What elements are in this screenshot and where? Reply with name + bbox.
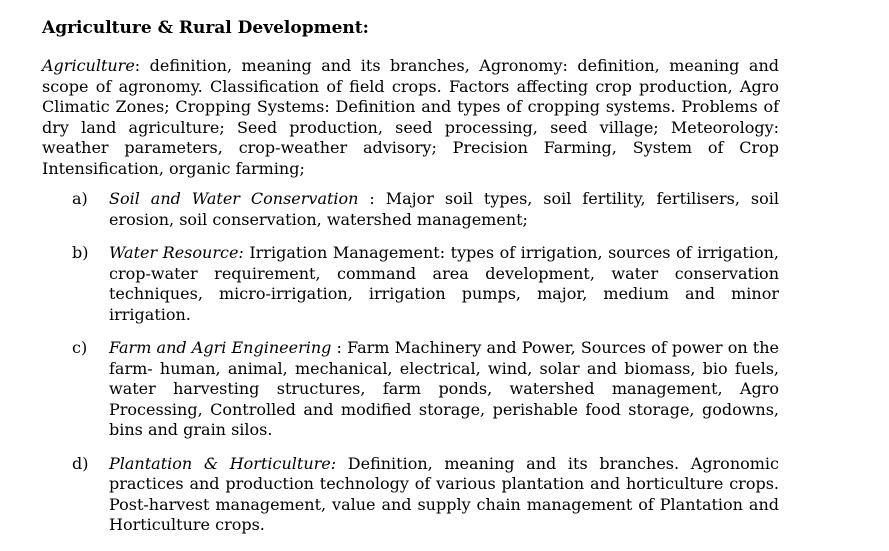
list-item-title: Farm and Agri Engineering (109, 338, 332, 357)
list-item-text: : Major soil types, soil fertility, fertilisers, soil erosion, soil conservation, watershed management; (109, 189, 779, 229)
list-marker: b) (72, 243, 89, 262)
list-item-text: Irrigation Management: types of irrigation, sources of irrigation, crop-water requirement, command area development, water conservation techniques, micro-irrigation, irrigation pumps, major, medium and minor irrigation. (109, 243, 780, 324)
list-item-text: : Farm Machinery and Power, Sources of power on the farm- human, animal, mechanical, electrical, wind, solar and biomass, bio fuels, water harvesting structures, farm ponds, watershed management, Agro Processing, Controlled and modified storage, perishable food storage, godowns, bins and grain silos. (109, 338, 780, 439)
topic-list (42, 189, 779, 536)
list-item-text: Definition, meaning and its branches. Agronomic practices and production technology of various plantation and horticulture crops. Post-harvest management, value and supply chain management of Plantation and Horticulture crops. (109, 453, 779, 534)
section-heading: Agriculture & Rural Development: (42, 18, 369, 38)
list-item-b (42, 243, 779, 325)
intro-paragraph (42, 56, 779, 179)
list-marker: a) (72, 189, 88, 208)
list-item-a (42, 189, 779, 230)
list-marker: d) (72, 453, 89, 473)
list-marker: c) (72, 338, 88, 357)
list-item-d (42, 454, 779, 536)
document-page (42, 17, 779, 549)
list-item-title: Soil and Water Conservation (109, 189, 359, 208)
list-item-title: Water Resource: (109, 243, 244, 262)
intro-text: : definition, meaning and its branches, Agronomy: definition, meaning and scope of agronomy. Classification of field crops. Factors affecting crop production, Agro Climatic Zones; Cropping Systems: Definition and types of cropping systems. Problems of dry land agriculture; Seed production, seed processing, seed village; Meteorology: weather parameters, crop-weather advisory; Precision Farming, System of Crop Intensification, organic farming; (42, 56, 779, 178)
list-item-c (42, 338, 779, 441)
list-item-title: Plantation & Horticulture: (109, 453, 337, 473)
intro-lead-term: Agriculture (42, 56, 135, 75)
